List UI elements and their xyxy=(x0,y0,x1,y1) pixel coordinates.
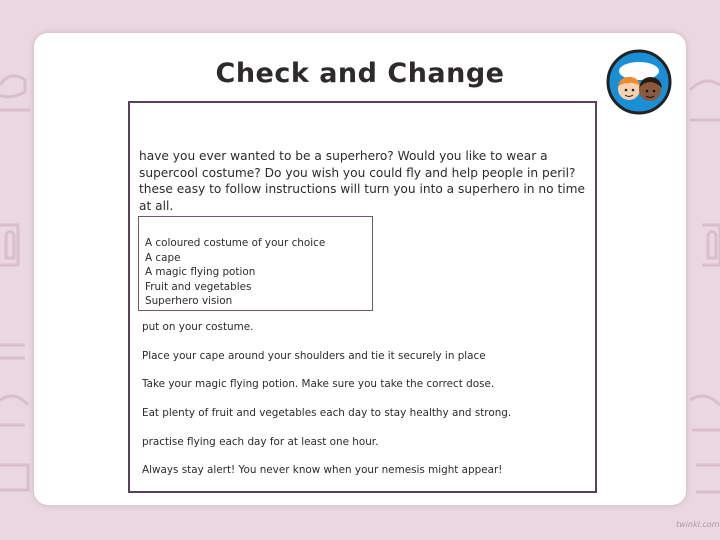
instruction-step: Take your magic flying potion. Make sure you take the correct dose. xyxy=(142,378,495,391)
list-item: A cape xyxy=(145,251,181,264)
intro-paragraph: have you ever wanted to be a superhero? Would you like to wear a supercool costume? Do you wish you could fly and help people in peril? these easy to follow instructions will turn you into a superhero in no time at all. xyxy=(139,149,585,213)
list-item: Superhero vision xyxy=(145,295,233,308)
instruction-step: Place your cape around your shoulders and tie it securely in place xyxy=(142,349,486,362)
page-title: Check and Change xyxy=(215,58,505,89)
list-item: A coloured costume of your choice xyxy=(145,237,326,249)
instruction-step: practise flying each day for at least one hour. xyxy=(142,435,379,448)
equipment-list-box xyxy=(138,216,373,311)
instruction-step: Eat plenty of fruit and vegetables each day to stay healthy and strong. xyxy=(142,407,512,420)
children-avatar-icon xyxy=(606,49,672,115)
list-item: Fruit and vegetables xyxy=(145,280,252,293)
instruction-step: Always stay alert! You never know when your nemesis might appear! xyxy=(142,464,503,477)
instruction-step: put on your costume. xyxy=(142,321,254,333)
brand-watermark: twinkl.com xyxy=(676,520,720,529)
equipment-list xyxy=(145,236,325,309)
list-item: A magic flying potion xyxy=(145,266,256,279)
instruction-steps xyxy=(142,320,582,492)
